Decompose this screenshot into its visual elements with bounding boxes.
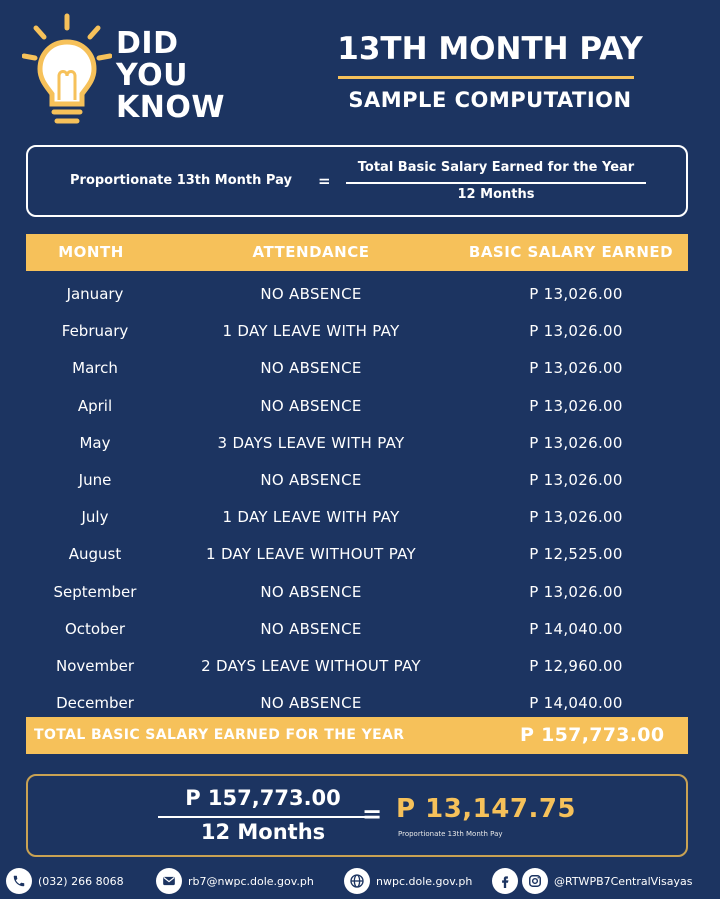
cell-salary: P 12,960.00 bbox=[529, 656, 623, 675]
cell-month: September bbox=[53, 582, 137, 601]
total-label: TOTAL BASIC SALARY EARNED FOR THE YEAR bbox=[34, 727, 405, 743]
cell-salary: P 13,026.00 bbox=[529, 582, 623, 601]
cell-attendance: 1 DAY LEAVE WITHOUT PAY bbox=[206, 545, 416, 564]
table-header bbox=[26, 234, 688, 271]
cell-attendance: NO ABSENCE bbox=[260, 359, 362, 378]
cell-salary: P 13,026.00 bbox=[529, 359, 623, 378]
table-row bbox=[26, 574, 688, 611]
cell-attendance: NO ABSENCE bbox=[260, 285, 362, 303]
lightbulb-icon bbox=[22, 12, 112, 132]
cell-attendance: NO ABSENCE bbox=[260, 470, 362, 489]
dyk-line: DID bbox=[116, 26, 179, 61]
instagram-icon bbox=[522, 868, 548, 894]
formula-denominator: 12 Months bbox=[457, 187, 535, 202]
header-salary: BASIC SALARY EARNED bbox=[468, 243, 674, 261]
cell-attendance: NO ABSENCE bbox=[260, 619, 362, 638]
result-denominator: 12 Months bbox=[200, 820, 326, 844]
footer-email[interactable] bbox=[156, 868, 314, 894]
cell-salary: P 13,026.00 bbox=[529, 470, 623, 489]
cell-salary: P 12,525.00 bbox=[529, 545, 623, 564]
footer-phone[interactable] bbox=[6, 868, 124, 894]
header-attendance: ATTENDANCE bbox=[252, 243, 370, 261]
fraction-bar bbox=[158, 816, 368, 818]
did-you-know-heading bbox=[116, 28, 225, 124]
table-row bbox=[26, 462, 688, 499]
result-value: P 13,147.75 bbox=[396, 794, 576, 824]
result-caption: Proportionate 13th Month Pay bbox=[398, 830, 503, 838]
table-row bbox=[26, 350, 688, 387]
page-subtitle: SAMPLE COMPUTATION bbox=[348, 88, 632, 112]
formula-label: Proportionate 13th Month Pay bbox=[70, 173, 292, 188]
email-text: rb7@nwpc.dole.gov.ph bbox=[188, 874, 314, 888]
cell-attendance: 1 DAY LEAVE WITH PAY bbox=[222, 508, 400, 527]
cell-salary: P 13,026.00 bbox=[529, 433, 623, 452]
formula-box bbox=[26, 145, 688, 217]
table-row bbox=[26, 536, 688, 573]
cell-salary: P 13,026.00 bbox=[529, 396, 623, 415]
dyk-line: KNOW bbox=[116, 90, 225, 125]
cell-month: October bbox=[64, 619, 126, 638]
cell-month: January bbox=[66, 285, 124, 303]
cell-month: June bbox=[78, 470, 112, 489]
globe-icon bbox=[344, 868, 370, 894]
cell-month: April bbox=[77, 396, 113, 415]
footer bbox=[0, 862, 720, 899]
page-title: 13TH MONTH PAY bbox=[337, 31, 643, 67]
formula-equals: = bbox=[318, 172, 331, 190]
dyk-line: YOU bbox=[116, 58, 189, 93]
cell-attendance: NO ABSENCE bbox=[260, 582, 362, 601]
title-divider bbox=[338, 76, 634, 79]
cell-attendance: 2 DAYS LEAVE WITHOUT PAY bbox=[201, 656, 421, 675]
cell-salary: P 13,026.00 bbox=[529, 508, 623, 527]
website-text: nwpc.dole.gov.ph bbox=[376, 874, 473, 888]
table-body bbox=[26, 276, 688, 722]
result-numerator: P 157,773.00 bbox=[185, 786, 341, 810]
table-row bbox=[26, 425, 688, 462]
table-row bbox=[26, 276, 688, 313]
cell-month: February bbox=[61, 322, 129, 341]
formula-numerator: Total Basic Salary Earned for the Year bbox=[357, 160, 635, 175]
result-box bbox=[26, 774, 688, 857]
mail-icon bbox=[156, 868, 182, 894]
table-row bbox=[26, 388, 688, 425]
cell-month: August bbox=[68, 545, 122, 564]
total-row bbox=[26, 717, 688, 754]
cell-month: May bbox=[79, 433, 111, 452]
cell-month: July bbox=[81, 508, 109, 527]
cell-month: March bbox=[72, 359, 118, 378]
cell-attendance: NO ABSENCE bbox=[260, 694, 362, 713]
footer-website[interactable] bbox=[344, 868, 472, 894]
cell-month: November bbox=[55, 656, 135, 675]
table-row bbox=[26, 499, 688, 536]
footer-social[interactable] bbox=[492, 868, 692, 894]
table-row bbox=[26, 648, 688, 685]
social-text: @RTWPB7CentralVisayas bbox=[554, 874, 693, 888]
facebook-icon bbox=[492, 868, 518, 894]
cell-attendance: NO ABSENCE bbox=[260, 396, 362, 415]
header-month: MONTH bbox=[58, 243, 124, 261]
phone-text: (032) 266 8068 bbox=[38, 874, 124, 888]
cell-salary: P 13,026.00 bbox=[529, 285, 623, 303]
phone-icon bbox=[6, 868, 32, 894]
cell-month: December bbox=[56, 694, 134, 713]
table-row bbox=[26, 611, 688, 648]
header bbox=[0, 0, 720, 140]
cell-salary: P 14,040.00 bbox=[529, 619, 623, 638]
cell-attendance: 1 DAY LEAVE WITH PAY bbox=[222, 322, 400, 341]
cell-attendance: 3 DAYS LEAVE WITH PAY bbox=[217, 433, 405, 452]
table-row bbox=[26, 313, 688, 350]
cell-salary: P 14,040.00 bbox=[529, 694, 623, 713]
total-value: P 157,773.00 bbox=[520, 724, 665, 746]
fraction-bar bbox=[346, 182, 646, 184]
cell-salary: P 13,026.00 bbox=[529, 322, 623, 341]
result-equals: = bbox=[362, 800, 383, 828]
